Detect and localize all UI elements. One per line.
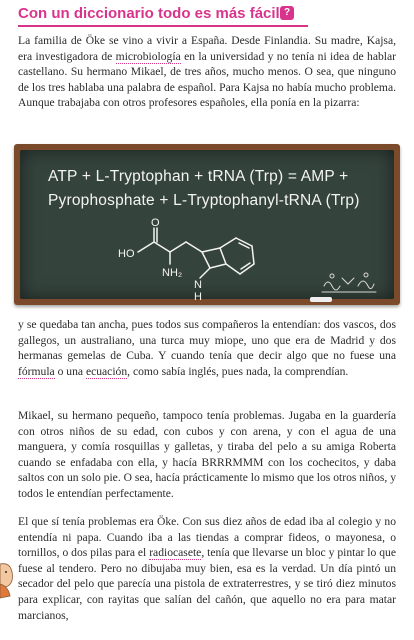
equation-line-1: ATP + L-Tryptophan + tRNA (Trp) = AMP + — [48, 168, 349, 185]
tryptophan-structure — [110, 216, 270, 302]
paragraph-4 — [18, 514, 396, 623]
glossary-link-radiocasete[interactable]: radiocasete — [149, 546, 202, 560]
question-badge-icon: ? — [280, 6, 294, 20]
glossary-link-ecuacion[interactable]: ecuación — [85, 364, 128, 378]
equation-line-2: Pyrophosphate + L-Tryptophanyl-tRNA (Trp) — [48, 192, 360, 209]
glossary-link-formula[interactable]: fórmula — [18, 364, 55, 378]
atom-H-label: H — [194, 291, 202, 302]
atom-HO-label: HO — [118, 248, 135, 260]
chalk-stick — [310, 297, 332, 302]
atom-O-label: O — [151, 217, 160, 229]
paragraph-2-text-mid: o una — [54, 364, 86, 378]
atom-NH2-label: NH₂ — [162, 267, 183, 279]
atom-N-label: N — [194, 279, 202, 291]
paragraph-4-text: El que sí tenía problemas era Öke. Con sus diez años de edad iba al colegio y no entendía ni papa. Cuando iba a las tiendas a comprar fideos, o mayonesa, o tornillos, o dos pilas para el — [18, 515, 396, 560]
chalk-doodle-icon — [320, 268, 378, 296]
glossary-link-microbiologia[interactable]: microbiología — [115, 49, 181, 63]
paragraph-1 — [18, 33, 396, 111]
paragraph-1-text-end: en la universidad y no tenía ni idea de hablar castellano. Su hermano Mikael, de tres años, mucho menos. O sea, que ninguno de los tres hablaba una palabra de español. Para Kajsa no había mucho problema. Aunque trabajaba con otros profesores españoles, ella ponía en la pizarra: — [18, 49, 396, 110]
paragraph-4-text-end: , tenía que llevarse un bloc y pintar lo que fuese al tendero. Pero no dibujaba muy bien, esa es la verdad. Un día pintó un secador del pelo que parecía una pistola de extraterrestres, y se tiró diez minutos para explicar, con rayitas que salían del cañón, que aquello no era para matar marcianos, — [18, 546, 396, 622]
title-bar — [0, 0, 414, 26]
paragraph-2 — [18, 317, 396, 379]
paragraph-3: Mikael, su hermano pequeño, tampoco tenía problemas. Jugaba en la guardería con otros niños de su edad, con cubos y con arena, y con el agua de una manguera, y comía rosquillas y galletas, y tiraba del pelo a su amiga Roberta cuando se enfadaba con ella, y hacía BRRRMMM con los cochecitos, y daba saltos con un solo pie. O sea, hacía prácticamente lo mismo que los otros niños, y todos le entendían perfectamente. — [18, 409, 397, 500]
paragraph-2-text-end: , como sabía inglés, pues nada, la comprendían. — [127, 364, 349, 378]
paragraph-2-text: y se quedaba tan ancha, pues todos sus compañeros la entendían: dos vascos, dos gallegos, un australiano, una turca muy miope, uno que era de Madrid y dos hermanas gemelas de Cuba. Y cuando tenía que decir algo que no fuese una — [18, 318, 396, 363]
cartoon-character-illustration — [0, 560, 14, 600]
chalkboard-surface — [20, 150, 394, 302]
section-title: Con un diccionario todo es más fácil — [18, 5, 280, 22]
chalkboard — [14, 144, 400, 305]
paragraph-1-text: La familia de Öke se vino a vivir a España. Desde Finlandia. Su madre, Kajsa, era investigadora de — [18, 34, 396, 63]
title-underline — [18, 25, 308, 27]
